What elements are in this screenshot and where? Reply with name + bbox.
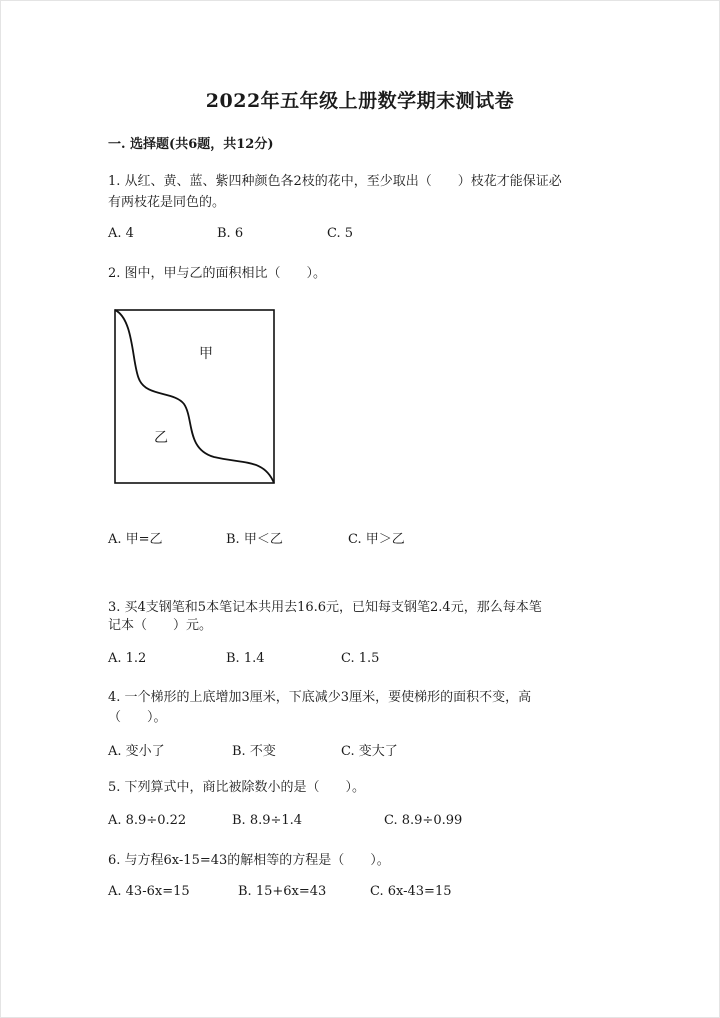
question-1-line-1: 1. 从红、黄、蓝、紫四种颜色各2枝的花中，至少取出（ ）枝花才能保证必	[108, 174, 562, 189]
region-label-yi: 乙	[154, 430, 168, 446]
dividing-curve	[115, 310, 274, 483]
question-4-option-b: B. 不变	[232, 744, 276, 759]
question-1-option-a: A. 4	[108, 226, 134, 241]
region-label-jia: 甲	[199, 346, 213, 362]
question-2-option-c: C. 甲＞乙	[348, 532, 405, 547]
question-5-option-c: C. 8.9÷0.99	[384, 813, 463, 828]
question-2-option-a: A. 甲=乙	[108, 532, 163, 547]
question-3-line-2: 记本（ ）元。	[108, 618, 213, 633]
question-4-line-1: 4. 一个梯形的上底增加3厘米，下底减少3厘米，要使梯形的面积不变，高	[108, 690, 532, 705]
question-5-line-1: 5. 下列算式中，商比被除数小的是（ ）。	[108, 780, 366, 795]
question-3-option-a: A. 1.2	[108, 651, 147, 666]
question-1-option-c: C. 5	[327, 226, 354, 241]
question-2-line-1: 2. 图中，甲与乙的面积相比（ ）。	[108, 266, 327, 281]
question-3-option-c: C. 1.5	[341, 651, 380, 666]
question-2-option-b: B. 甲＜乙	[226, 532, 283, 547]
question-5-option-b: B. 8.9÷1.4	[232, 813, 303, 828]
question-3-line-1: 3. 买4支钢笔和5本笔记本共用去16.6元，已知每支钢笔2.4元，那么每本笔	[108, 600, 542, 615]
question-6-option-a: A. 43-6x=15	[108, 884, 190, 899]
section-heading: 一. 选择题(共6题，共12分)	[108, 137, 274, 152]
question-6-line-1: 6. 与方程6x-15=43的解相等的方程是（ ）。	[108, 853, 390, 868]
question-1-option-b: B. 6	[217, 226, 244, 241]
question-5-option-a: A. 8.9÷0.22	[108, 813, 187, 828]
question-6-option-b: B. 15+6x=43	[238, 884, 327, 899]
area-comparison-diagram	[114, 309, 276, 485]
question-4-option-c: C. 变大了	[341, 744, 398, 759]
question-4-line-2: （ ）。	[108, 710, 167, 725]
page-title: 2022年五年级上册数学期末测试卷	[205, 90, 515, 112]
question-3-option-b: B. 1.4	[226, 651, 265, 666]
question-4-option-a: A. 变小了	[108, 744, 165, 759]
square-outline	[115, 310, 274, 483]
question-2-figure	[114, 309, 276, 485]
question-6-option-c: C. 6x-43=15	[370, 884, 452, 899]
question-1-line-2: 有两枝花是同色的。	[108, 195, 226, 210]
